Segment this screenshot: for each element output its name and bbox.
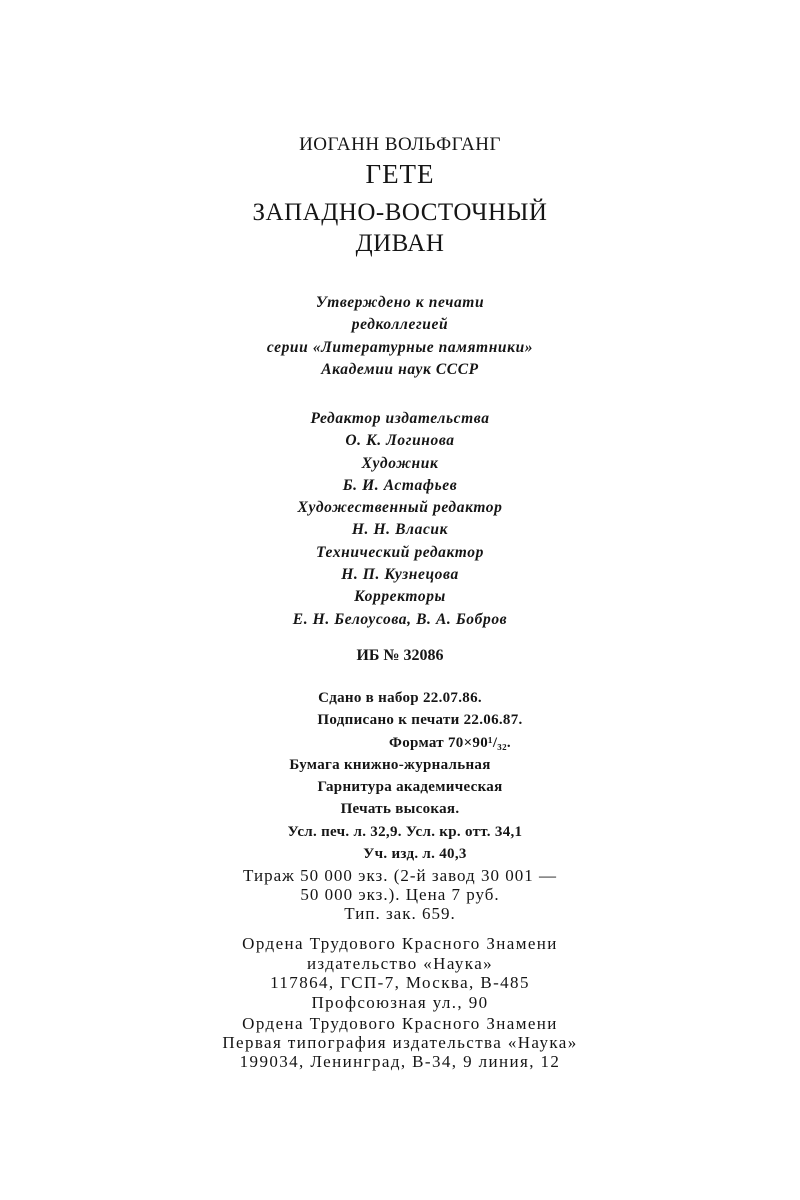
publisher-line: 117864, ГСП-7, Москва, В-485	[270, 973, 530, 992]
ib-number-text: ИБ № 32086	[356, 647, 444, 664]
staff-role-proofreaders: Корректоры	[354, 588, 446, 606]
printer-line: Первая типография издательства «Наука»	[222, 1033, 578, 1052]
staff-name: О. К. Логинова	[345, 432, 455, 450]
staff-role-technical-editor: Технический редактор	[316, 543, 484, 561]
print-run-line: Тираж 50 000 экз. (2-й завод 30 001 —	[243, 866, 557, 885]
author-first-line: ИОГАНН ВОЛЬФГАНГ	[299, 134, 501, 155]
staff-role-publisher-editor: Редактор издательства	[310, 410, 490, 427]
publisher-line: Профсоюзная ул., 90	[311, 992, 489, 1012]
printer-line: 199034, Ленинград, В-34, 9 линия, 12	[239, 1052, 561, 1071]
tech-detail-line: Сдано в набор 22.07.86.	[318, 690, 482, 706]
approval-line: Академии наук СССР	[321, 360, 479, 378]
staff-role-art-editor: Художественный редактор	[297, 499, 503, 517]
print-run	[0, 866, 800, 923]
staff-name: Н. Н. Власик	[351, 521, 449, 539]
publisher-address	[0, 934, 800, 1012]
author-last-line: ГЕТЕ	[365, 159, 435, 189]
tech-detail-line: Усл. печ. л. 32,9. Усл. кр. отт. 34,1	[287, 823, 523, 840]
ib-number	[0, 645, 800, 667]
technical-details	[0, 687, 800, 865]
book-title	[0, 197, 800, 259]
tech-detail-line: Гарнитура академическая	[317, 779, 503, 796]
staff-name: Б. И. Астафьев	[342, 476, 458, 494]
approval-block	[0, 292, 800, 381]
staff-credits	[0, 408, 800, 631]
publisher-line: издательство «Наука»	[306, 953, 494, 973]
printer-line: Ордена Трудового Красного Знамени	[242, 1014, 558, 1033]
staff-name: Н. П. Кузнецова	[341, 566, 459, 584]
author-first-names	[0, 133, 800, 157]
print-run-line: Тип. зак. 659.	[344, 904, 456, 923]
staff-name: Е. Н. Белоусова, В. А. Бобров	[292, 610, 508, 628]
approval-line: Утверждено к печати	[315, 294, 485, 311]
printer-address	[0, 1014, 800, 1071]
title-line-2: ДИВАН	[355, 230, 445, 257]
approval-line: серии «Литературные памятники»	[266, 338, 534, 356]
title-line-1: ЗАПАДНО-ВОСТОЧНЫЙ	[252, 199, 548, 226]
author-surname	[0, 159, 800, 189]
tech-detail-line: Формат 70×90¹/₃₂.	[389, 734, 511, 751]
tech-detail-line: Бумага книжно-журнальная	[289, 756, 491, 773]
tech-detail-line: Подписано к печати 22.06.87.	[317, 712, 523, 729]
staff-role-artist: Художник	[361, 454, 439, 472]
print-run-line: 50 000 экз.). Цена 7 руб.	[300, 885, 500, 904]
publisher-line: Ордена Трудового Красного Знамени	[242, 934, 558, 953]
approval-line: редколлегией	[351, 316, 449, 334]
tech-detail-line: Печать высокая.	[340, 801, 460, 818]
tech-detail-line: Уч. изд. л. 40,3	[363, 846, 467, 863]
